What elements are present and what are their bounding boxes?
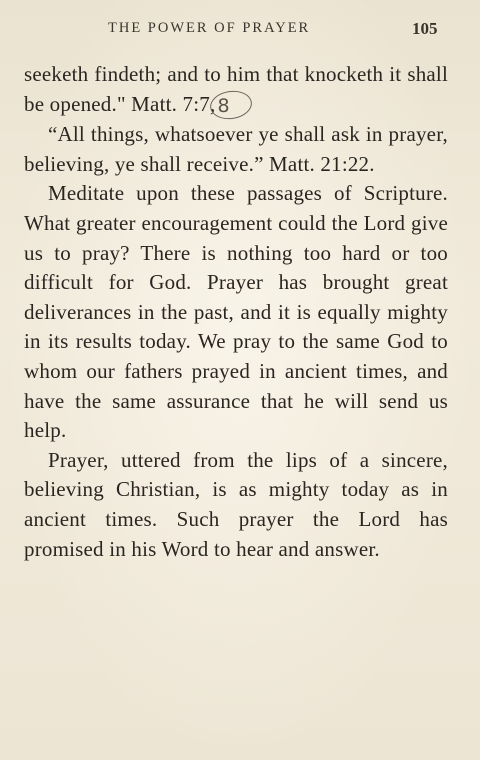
- paragraph-text: seeketh findeth; and to him that knocketh it shall be opened." Matt. 7:7,: [24, 62, 448, 116]
- paragraph-continuation: [24, 60, 448, 120]
- paragraph-prayer: Prayer, uttered from the lips of a sincere, believing Christian, is as mighty today as in ancient times. Such prayer the Lord has promised in his Word to hear and answer.: [24, 447, 448, 561]
- paragraph-quote: “All things, whatsoever ye shall ask in prayer, believing, ye shall receive.” Matt. 21:22.: [24, 122, 448, 176]
- annotation-mark: 8: [217, 94, 230, 117]
- running-head: THE POWER OF PRAYER: [108, 20, 311, 36]
- ink-circle-icon: [209, 88, 254, 122]
- handwritten-annotation: [217, 90, 229, 121]
- paragraph-meditate: Meditate upon these passages of Scripture. What greater encouragement could the Lord give us to pray? There is nothing too hard or too difficult for God. Prayer has brought great deliverances in the past, and it is equally mighty in its results today. We pray to the same God to whom our fathers prayed in ancient times, and have the same assurance that he will send us help.: [24, 181, 448, 443]
- page-body: [24, 60, 448, 564]
- page-number: 105: [412, 19, 438, 38]
